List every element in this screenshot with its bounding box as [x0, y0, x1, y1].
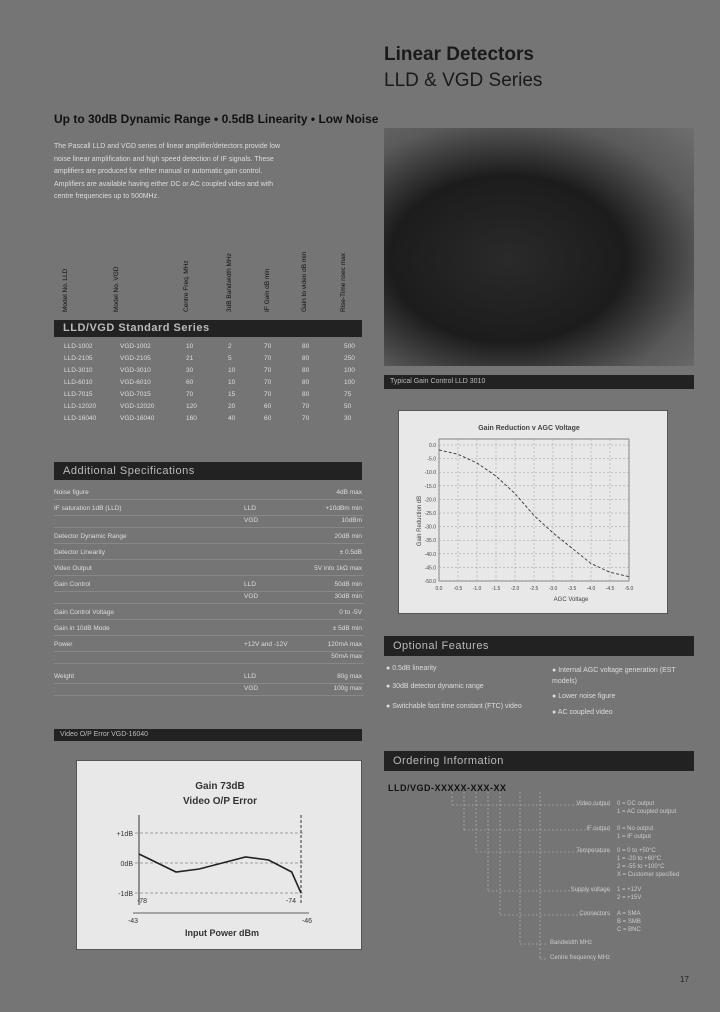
gain-chart-xtick: -2.5: [529, 586, 539, 592]
gain-chart-caption: Typical Gain Control LLD 3010: [384, 375, 694, 389]
col-header-model-vgd: Model No. VGD: [113, 266, 120, 312]
table-cell: VGD-16040: [120, 415, 155, 422]
feature-item: ● AC coupled video: [552, 709, 613, 716]
ordering-option: X = Customer specified: [617, 872, 680, 878]
gain-chart-xlabel: AGC Voltage: [553, 597, 589, 603]
table-cell: LLD-7015: [64, 391, 93, 398]
table-cell: 60: [264, 415, 272, 422]
gain-chart-xtick: 0.0: [435, 586, 443, 592]
col-header-video-gain: Gain to video dB min: [301, 251, 308, 312]
table-cell: 80: [302, 379, 310, 386]
page-number: 17: [680, 975, 689, 984]
page-subtitle: LLD & VGD Series: [384, 70, 543, 91]
table-cell: 120: [186, 403, 197, 410]
feature-item: ● Lower noise figure: [552, 693, 616, 700]
table-cell: LLD-3010: [64, 367, 93, 374]
table-cell: LLD-16040: [64, 415, 97, 422]
table-cell: 10: [228, 367, 236, 374]
spec-sub: LLD: [244, 581, 256, 588]
ordering-code: LLD/VGD-XXXXX-XXX-XX: [388, 783, 507, 793]
intro-paragraph: [54, 141, 354, 204]
table-cell: 80: [302, 391, 310, 398]
table-cell: 80: [302, 343, 310, 350]
table-cell: VGD-7015: [120, 391, 151, 398]
spec-label: Detector Linearity: [54, 549, 105, 556]
page-title: Linear Detectors: [384, 44, 534, 65]
video-chart-xtick: -46: [301, 918, 313, 925]
spec-label: Gain in 10dB Mode: [54, 625, 110, 632]
spec-row: [54, 487, 364, 500]
gain-chart-xtick: -0.5: [453, 586, 463, 592]
spec-row: [54, 683, 364, 696]
spec-row: [54, 531, 364, 544]
table-cell: LLD-2105: [64, 355, 93, 362]
col-header-rise-time: Rise-Time nsec max: [340, 253, 347, 312]
spec-value: 0 to -5V: [339, 609, 362, 616]
col-header-bandwidth: 3dB Bandwidth MHz: [226, 253, 233, 312]
spec-value: 10dBm: [341, 517, 362, 524]
col-header-centre-freq: Centre Freq. MHz: [183, 260, 190, 312]
video-chart-xtick: -43: [127, 918, 139, 925]
ordering-option: 1 = -20 to +60°C: [617, 856, 662, 862]
ordering-label: Bandwidth MHz: [550, 940, 593, 946]
table-cell: 70: [302, 415, 310, 422]
video-error-chart-frame: [76, 760, 362, 950]
ordering-option: 2 = +15V: [617, 895, 642, 901]
gain-chart-ytick: -30.0: [424, 524, 436, 531]
table-cell: VGD-12020: [120, 403, 155, 410]
intro-line: noise linear amplification and high speed detection of IF signals. These: [54, 155, 274, 163]
gain-chart-xtick: -5.0: [624, 586, 634, 592]
gain-chart-ytick: -40.0: [424, 551, 436, 558]
gain-chart-ytick: -50.0: [424, 579, 436, 585]
gain-chart-ytick: -10.0: [424, 470, 436, 477]
table-row: [54, 391, 354, 403]
table-cell: 80: [302, 367, 310, 374]
table-cell: 5: [228, 355, 232, 362]
table-cell: 10: [228, 379, 236, 386]
ordering-label: IF output: [586, 826, 610, 832]
gain-chart-ytick: -35.0: [424, 538, 436, 545]
table-row: [54, 355, 354, 367]
table-row: [54, 415, 354, 427]
ordering-label: Supply voltage: [570, 887, 610, 893]
ordering-heading: Ordering Information: [384, 751, 694, 771]
ordering-option: 0 = No output: [617, 826, 654, 832]
spec-label: IF saturation 1dB (LLD): [54, 505, 122, 512]
standard-series-heading: LLD/VGD Standard Series: [54, 320, 362, 337]
gain-reduction-chart: [399, 411, 669, 615]
table-cell: 30: [344, 415, 352, 422]
table-cell: 2: [228, 343, 232, 350]
spec-value: ± 0.5dB: [339, 549, 362, 556]
gain-chart-ytick: -25.0: [424, 511, 436, 517]
ordering-option: 1 = IF output: [617, 834, 651, 840]
table-cell: 100: [344, 367, 355, 374]
ordering-option: B = SMB: [617, 919, 641, 925]
video-chart-xlabel: Input Power dBm: [185, 928, 259, 938]
table-row: [54, 379, 354, 391]
spec-value: 5V into 1kΩ max: [314, 565, 362, 572]
table-cell: LLD-6010: [64, 379, 93, 386]
spec-label: Video Output: [54, 565, 92, 572]
spec-value: +10dBm min: [325, 505, 362, 512]
ordering-option: 0 = DC output: [617, 801, 655, 807]
spec-row: [54, 651, 364, 664]
ordering-option: 2 = -55 to +100°C: [617, 864, 665, 870]
features-left-list: [386, 665, 546, 712]
table-cell: 70: [264, 367, 272, 374]
spec-row: [54, 515, 364, 528]
gain-chart-xtick: -3.5: [567, 586, 577, 592]
optional-features-heading: Optional Features: [384, 636, 694, 656]
additional-specs-heading: Additional Specifications: [54, 462, 362, 480]
table-cell: 60: [186, 379, 194, 386]
spec-label: Gain Control: [54, 581, 91, 588]
gain-chart-ytick: 0.0: [429, 443, 436, 449]
video-chart-xtick: -74: [285, 898, 297, 905]
table-cell: 250: [344, 355, 355, 362]
ordering-label: Centre frequency MHz: [550, 955, 611, 961]
video-error-chart: [77, 761, 363, 951]
table-cell: VGD-1002: [120, 343, 151, 350]
spec-label: Detector Dynamic Range: [54, 533, 127, 540]
table-cell: 30: [186, 367, 194, 374]
spec-sub: LLD: [244, 505, 256, 512]
ordering-bracket-lines: [420, 792, 620, 972]
spec-row: [54, 547, 364, 560]
table-cell: 500: [344, 343, 355, 350]
spec-value: ± 5dB min: [332, 625, 362, 632]
spec-value: 120mA max: [327, 641, 362, 648]
gain-chart-xtick: -1.0: [472, 586, 482, 592]
video-chart-title-line2: Video O/P Error: [182, 796, 258, 807]
table-row: [54, 343, 354, 355]
tagline: Up to 30dB Dynamic Range • 0.5dB Linearity • Low Noise: [54, 112, 379, 126]
table-cell: VGD-2105: [120, 355, 151, 362]
feature-item: ● 0.5dB linearity: [386, 665, 437, 672]
table-cell: VGD-3010: [120, 367, 151, 374]
col-header-if-gain: IF Gain dB min: [264, 268, 271, 312]
table-cell: 20: [228, 403, 236, 410]
table-row: [54, 367, 354, 379]
gain-chart-ylabel: Gain Reduction dB: [417, 495, 423, 547]
gain-chart-title: Gain Reduction v AGC Voltage: [478, 425, 580, 432]
gain-chart-ytick: -5.0: [427, 456, 436, 463]
spec-sub: +12V and -12V: [244, 641, 288, 648]
video-chart-ytick: -1dB: [118, 891, 133, 898]
video-chart-ytick: +1dB: [116, 831, 133, 838]
table-cell: 21: [186, 355, 194, 362]
features-right-list: [552, 665, 692, 716]
table-cell: 70: [186, 391, 194, 398]
video-chart-ytick: 0dB: [120, 861, 133, 868]
table-cell: 160: [186, 415, 197, 422]
gain-chart-xtick: -4.0: [586, 586, 596, 592]
video-chart-xtick: -78: [136, 898, 148, 905]
spec-value: 80g max: [337, 673, 362, 680]
ordering-option: 0 = 0 to +50°C: [617, 848, 656, 854]
ordering-option: 1 = +12V: [617, 887, 642, 893]
table-cell: 100: [344, 379, 355, 386]
table-cell: VGD-6010: [120, 379, 151, 386]
video-chart-title-line1: Gain 73dB: [195, 781, 245, 792]
standard-series-table: [54, 343, 362, 433]
feature-item: ● Internal AGC voltage generation (EST models): [552, 667, 676, 685]
table-cell: LLD-12020: [64, 403, 97, 410]
ordering-option: 1 = AC coupled output: [617, 809, 677, 815]
spec-row: [54, 591, 364, 604]
ordering-option: A = SMA: [617, 911, 641, 917]
spec-sub: LLD: [244, 673, 256, 680]
table-cell: 70: [264, 379, 272, 386]
intro-line: centre frequencies up to 500MHz.: [54, 193, 160, 200]
intro-line: The Pascall LLD and VGD series of linear amplifier/detectors provide low: [54, 143, 281, 150]
ordering-option: C = BNC: [617, 927, 641, 933]
spec-value: 30dB min: [334, 593, 362, 600]
table-cell: 80: [302, 355, 310, 362]
gain-chart-xtick: -2.0: [510, 586, 520, 592]
table-cell: 70: [264, 355, 272, 362]
spec-label: Gain Control Voltage: [54, 609, 114, 616]
video-chart-caption: Video O/P Error VGD-16040: [54, 729, 362, 741]
gain-chart-xtick: -4.5: [605, 586, 615, 592]
video-chart-series-line: [139, 854, 301, 893]
gain-chart-xtick: -3.0: [548, 586, 558, 592]
table-cell: 15: [228, 391, 236, 398]
table-cell: 50: [344, 403, 352, 410]
spec-value: 4dB max: [336, 489, 362, 496]
spec-label: Power: [54, 641, 73, 648]
feature-item: ● Switchable fast time constant (FTC) video: [386, 703, 522, 710]
table-cell: 10: [186, 343, 194, 350]
table-cell: 75: [344, 391, 352, 398]
gain-chart-ytick: -45.0: [424, 565, 436, 572]
spec-value: 50mA max: [331, 653, 362, 660]
gain-chart-ytick: -20.0: [424, 497, 436, 504]
table-cell: LLD-1002: [64, 343, 93, 350]
ordering-label: Video output: [576, 801, 610, 807]
table-cell: 40: [228, 415, 236, 422]
spec-value: 20dB min: [334, 533, 362, 540]
ordering-label: Connectors: [579, 911, 610, 917]
ordering-label: Temperature: [576, 848, 610, 854]
spec-value: 50dB min: [334, 581, 362, 588]
spec-row: [54, 607, 364, 620]
spec-sub: VGD: [244, 593, 259, 600]
spec-value: 100g max: [333, 685, 362, 692]
table-cell: 70: [264, 391, 272, 398]
table-row: [54, 403, 354, 415]
spec-label: Noise figure: [54, 489, 89, 496]
gain-chart-frame: [398, 410, 668, 614]
gain-chart-xtick: -1.5: [491, 586, 501, 592]
intro-line: amplifiers are produced for either manual or automatic gain control.: [54, 168, 263, 175]
table-cell: 70: [302, 403, 310, 410]
intro-line: Amplifiers are available having either DC or AC coupled video and with: [54, 180, 274, 188]
table-cell: 60: [264, 403, 272, 410]
product-photo: [384, 128, 694, 366]
spec-row: [54, 623, 364, 636]
table-cell: 70: [264, 343, 272, 350]
feature-item: ● 30dB detector dynamic range: [386, 683, 484, 690]
col-header-model-lld: Model No. LLD: [62, 268, 69, 312]
spec-label: Weight: [54, 673, 75, 680]
spec-sub: VGD: [244, 517, 259, 524]
gain-chart-ytick: -15.0: [424, 483, 436, 490]
spec-sub: VGD: [244, 685, 259, 692]
spec-row: [54, 563, 364, 576]
